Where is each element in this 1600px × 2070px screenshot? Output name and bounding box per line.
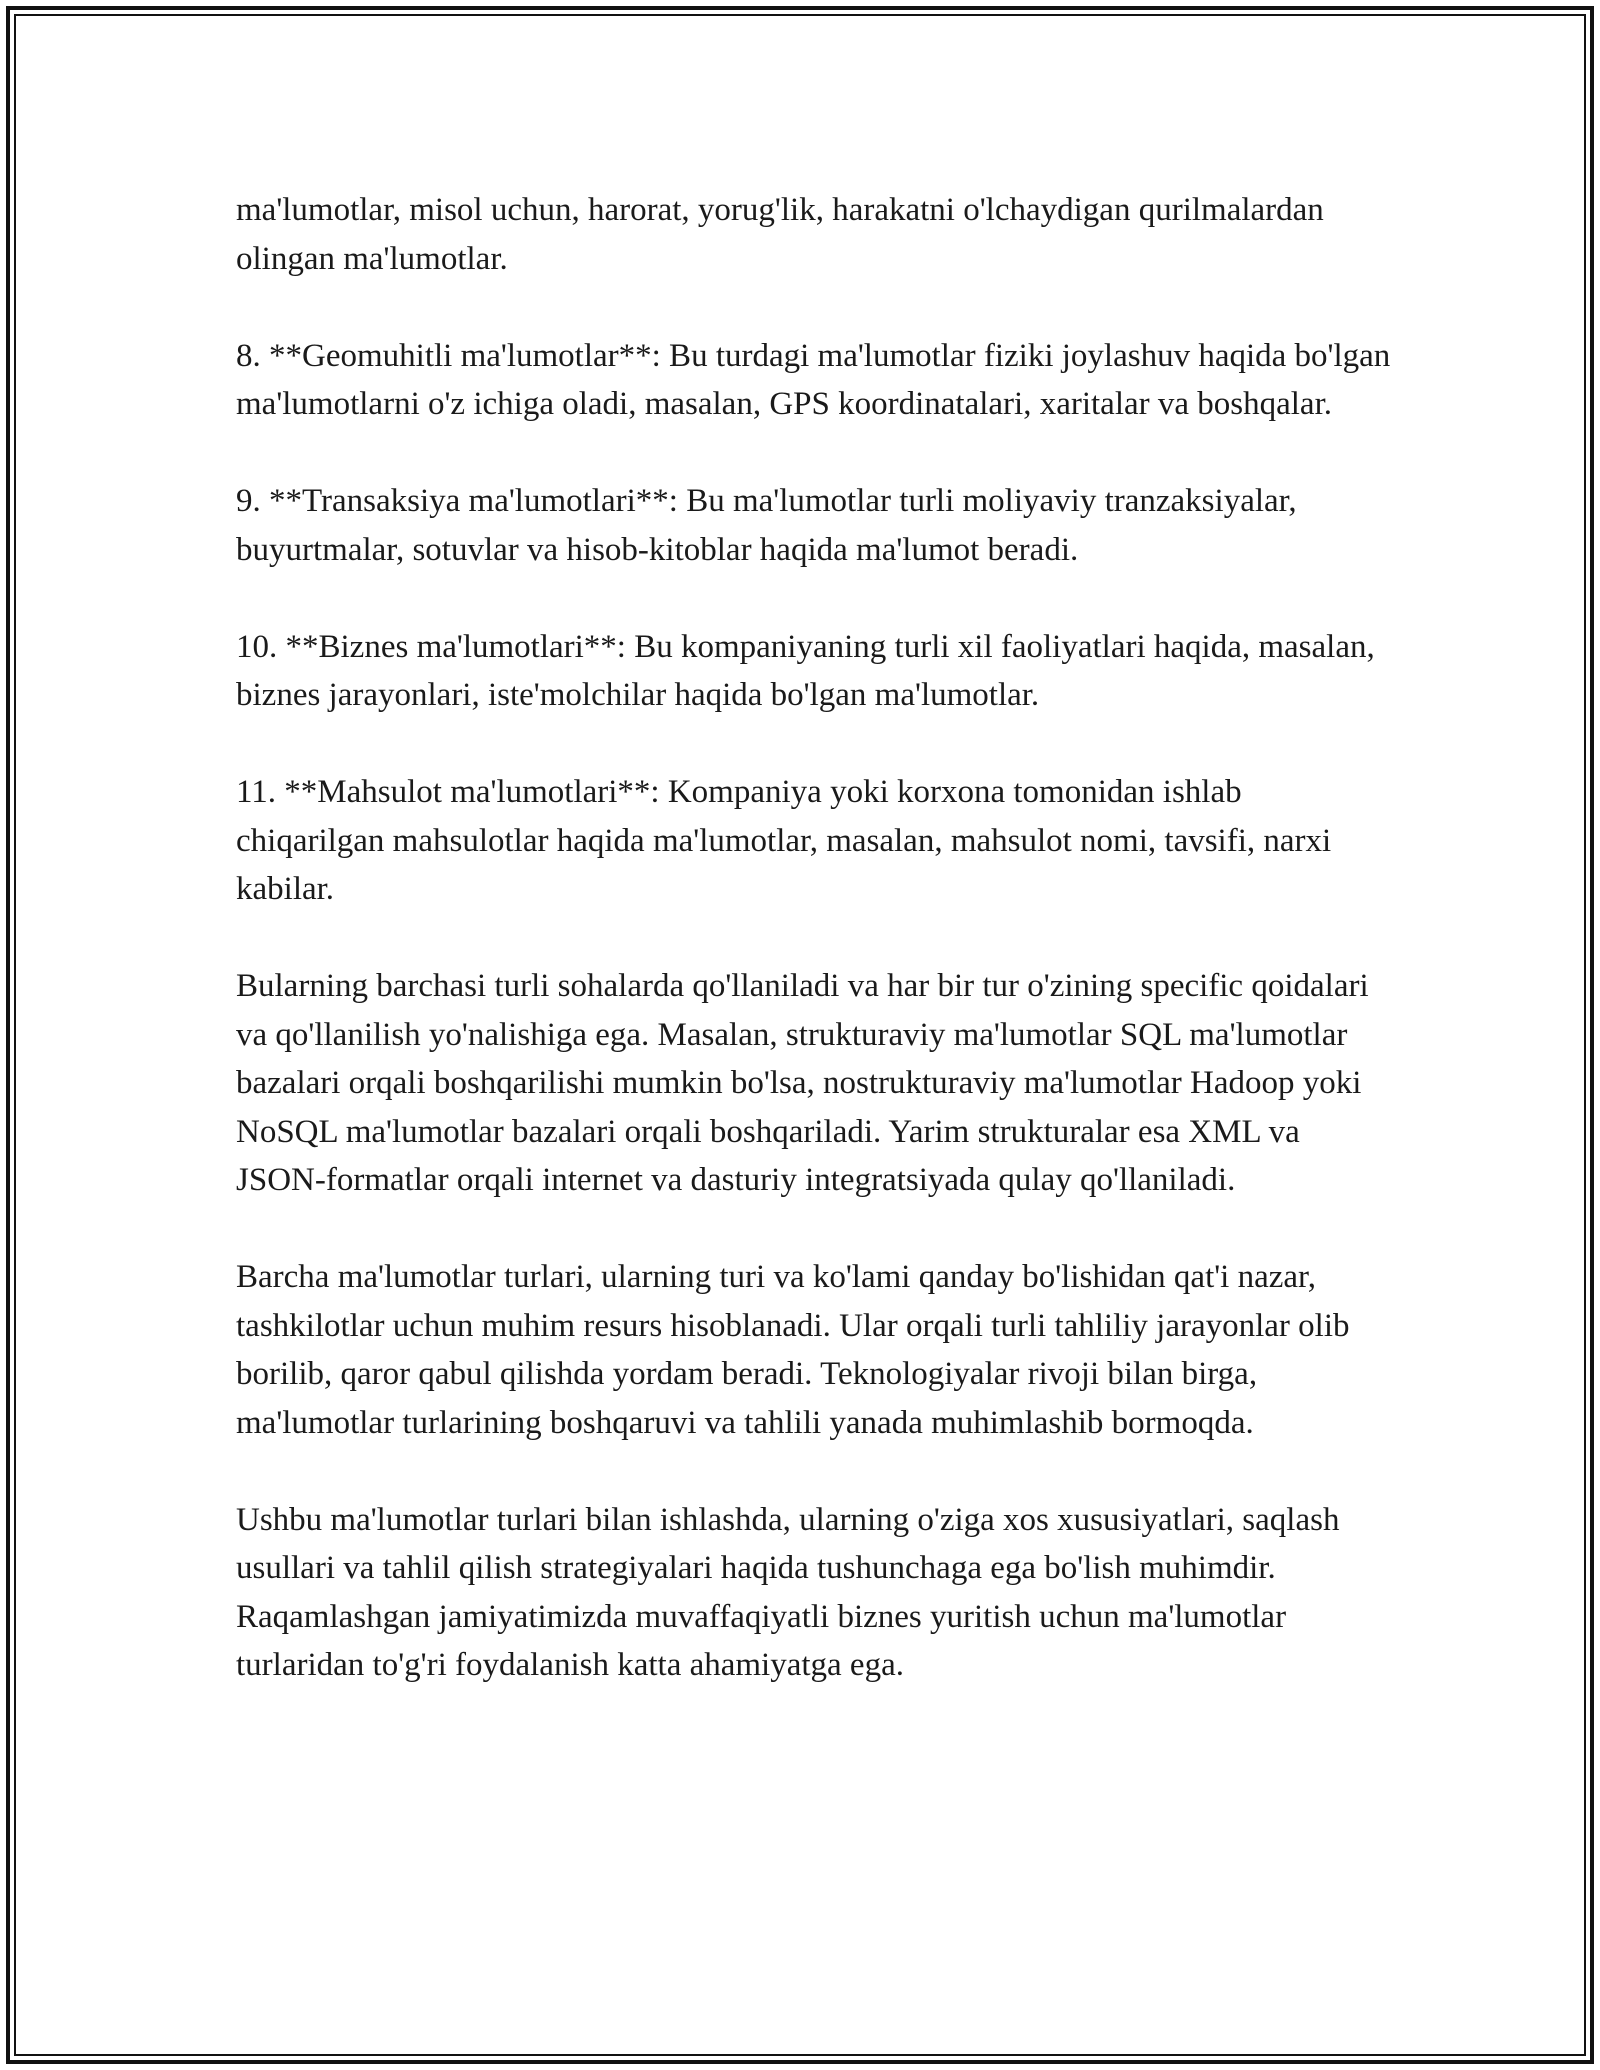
paragraph-sensor-data-continuation: ma'lumotlar, misol uchun, harorat, yorug'lik, harakatni o'lchaydigan qurilmalardan olingan ma'lumotlar. <box>236 192 1324 277</box>
paragraph-usage-summary: Bularning barchasi turli sohalarda qo'llaniladi va har bir tur o'zining specific qoidalari va qo'llanilish yo'nalishiga ega. Masalan, strukturaviy ma'lumotlar SQL ma'lumotlar bazalari orqali boshqarilishi mumkin bo'lsa, nostrukturaviy ma'lumotlar Hadoop yoki NoSQL ma'lumotlar bazalari orqali boshqariladi. Yarim strukturalar esa XML va JSON-formatlar orqali internet va dasturiy integratsiyada qulay qo'llaniladi. <box>236 968 1369 1198</box>
document-body <box>236 186 1396 1690</box>
paragraph-geospatial-data: 8. **Geomuhitli ma'lumotlar**: Bu turdagi ma'lumotlar fiziki joylashuv haqida bo'lgan ma'lumotlarni o'z ichiga oladi, masalan, GPS koordinatalari, xaritalar va boshqalar. <box>236 337 1391 422</box>
paragraph-conclusion: Ushbu ma'lumotlar turlari bilan ishlashda, ularning o'ziga xos xususiyatlari, saqlash usullari va tahlil qilish strategiyalari haqida tushunchaga ega bo'lish muhimdir. Raqamlashgan jamiyatimizda muvaffaqiyatli biznes yuritish uchun ma'lumotlar turlaridan to'g'ri foydalanish katta ahamiyatga ega. <box>236 1501 1340 1683</box>
paragraph-importance: Barcha ma'lumotlar turlari, ularning turi va ko'lami qanday bo'lishidan qat'i nazar, tashkilotlar uchun muhim resurs hisoblanadi. Ular orqali turli tahliliy jarayonlar olib borilib, qaror qabul qilishda yordam beradi. Teknologiyalar rivoji bilan birga, ma'lumotlar turlarining boshqaruvi va tahlili yanada muhimlashib bormoqda. <box>236 1259 1350 1441</box>
paragraph-business-data: 10. **Biznes ma'lumotlari**: Bu kompaniyaning turli xil faoliyatlari haqida, masalan, biznes jarayonlari, iste'molchilar haqida bo'lgan ma'lumotlar. <box>236 628 1375 713</box>
paragraph-transaction-data: 9. **Transaksiya ma'lumotlari**: Bu ma'lumotlar turli moliyaviy tranzaksiyalar, buyurtmalar, sotuvlar va hisob-kitoblar haqida ma'lumot beradi. <box>236 483 1297 568</box>
paragraph-product-data: 11. **Mahsulot ma'lumotlari**: Kompaniya yoki korxona tomonidan ishlab chiqarilgan mahsulotlar haqida ma'lumotlar, masalan, mahsulot nomi, tavsifi, narxi kabilar. <box>236 774 1332 907</box>
